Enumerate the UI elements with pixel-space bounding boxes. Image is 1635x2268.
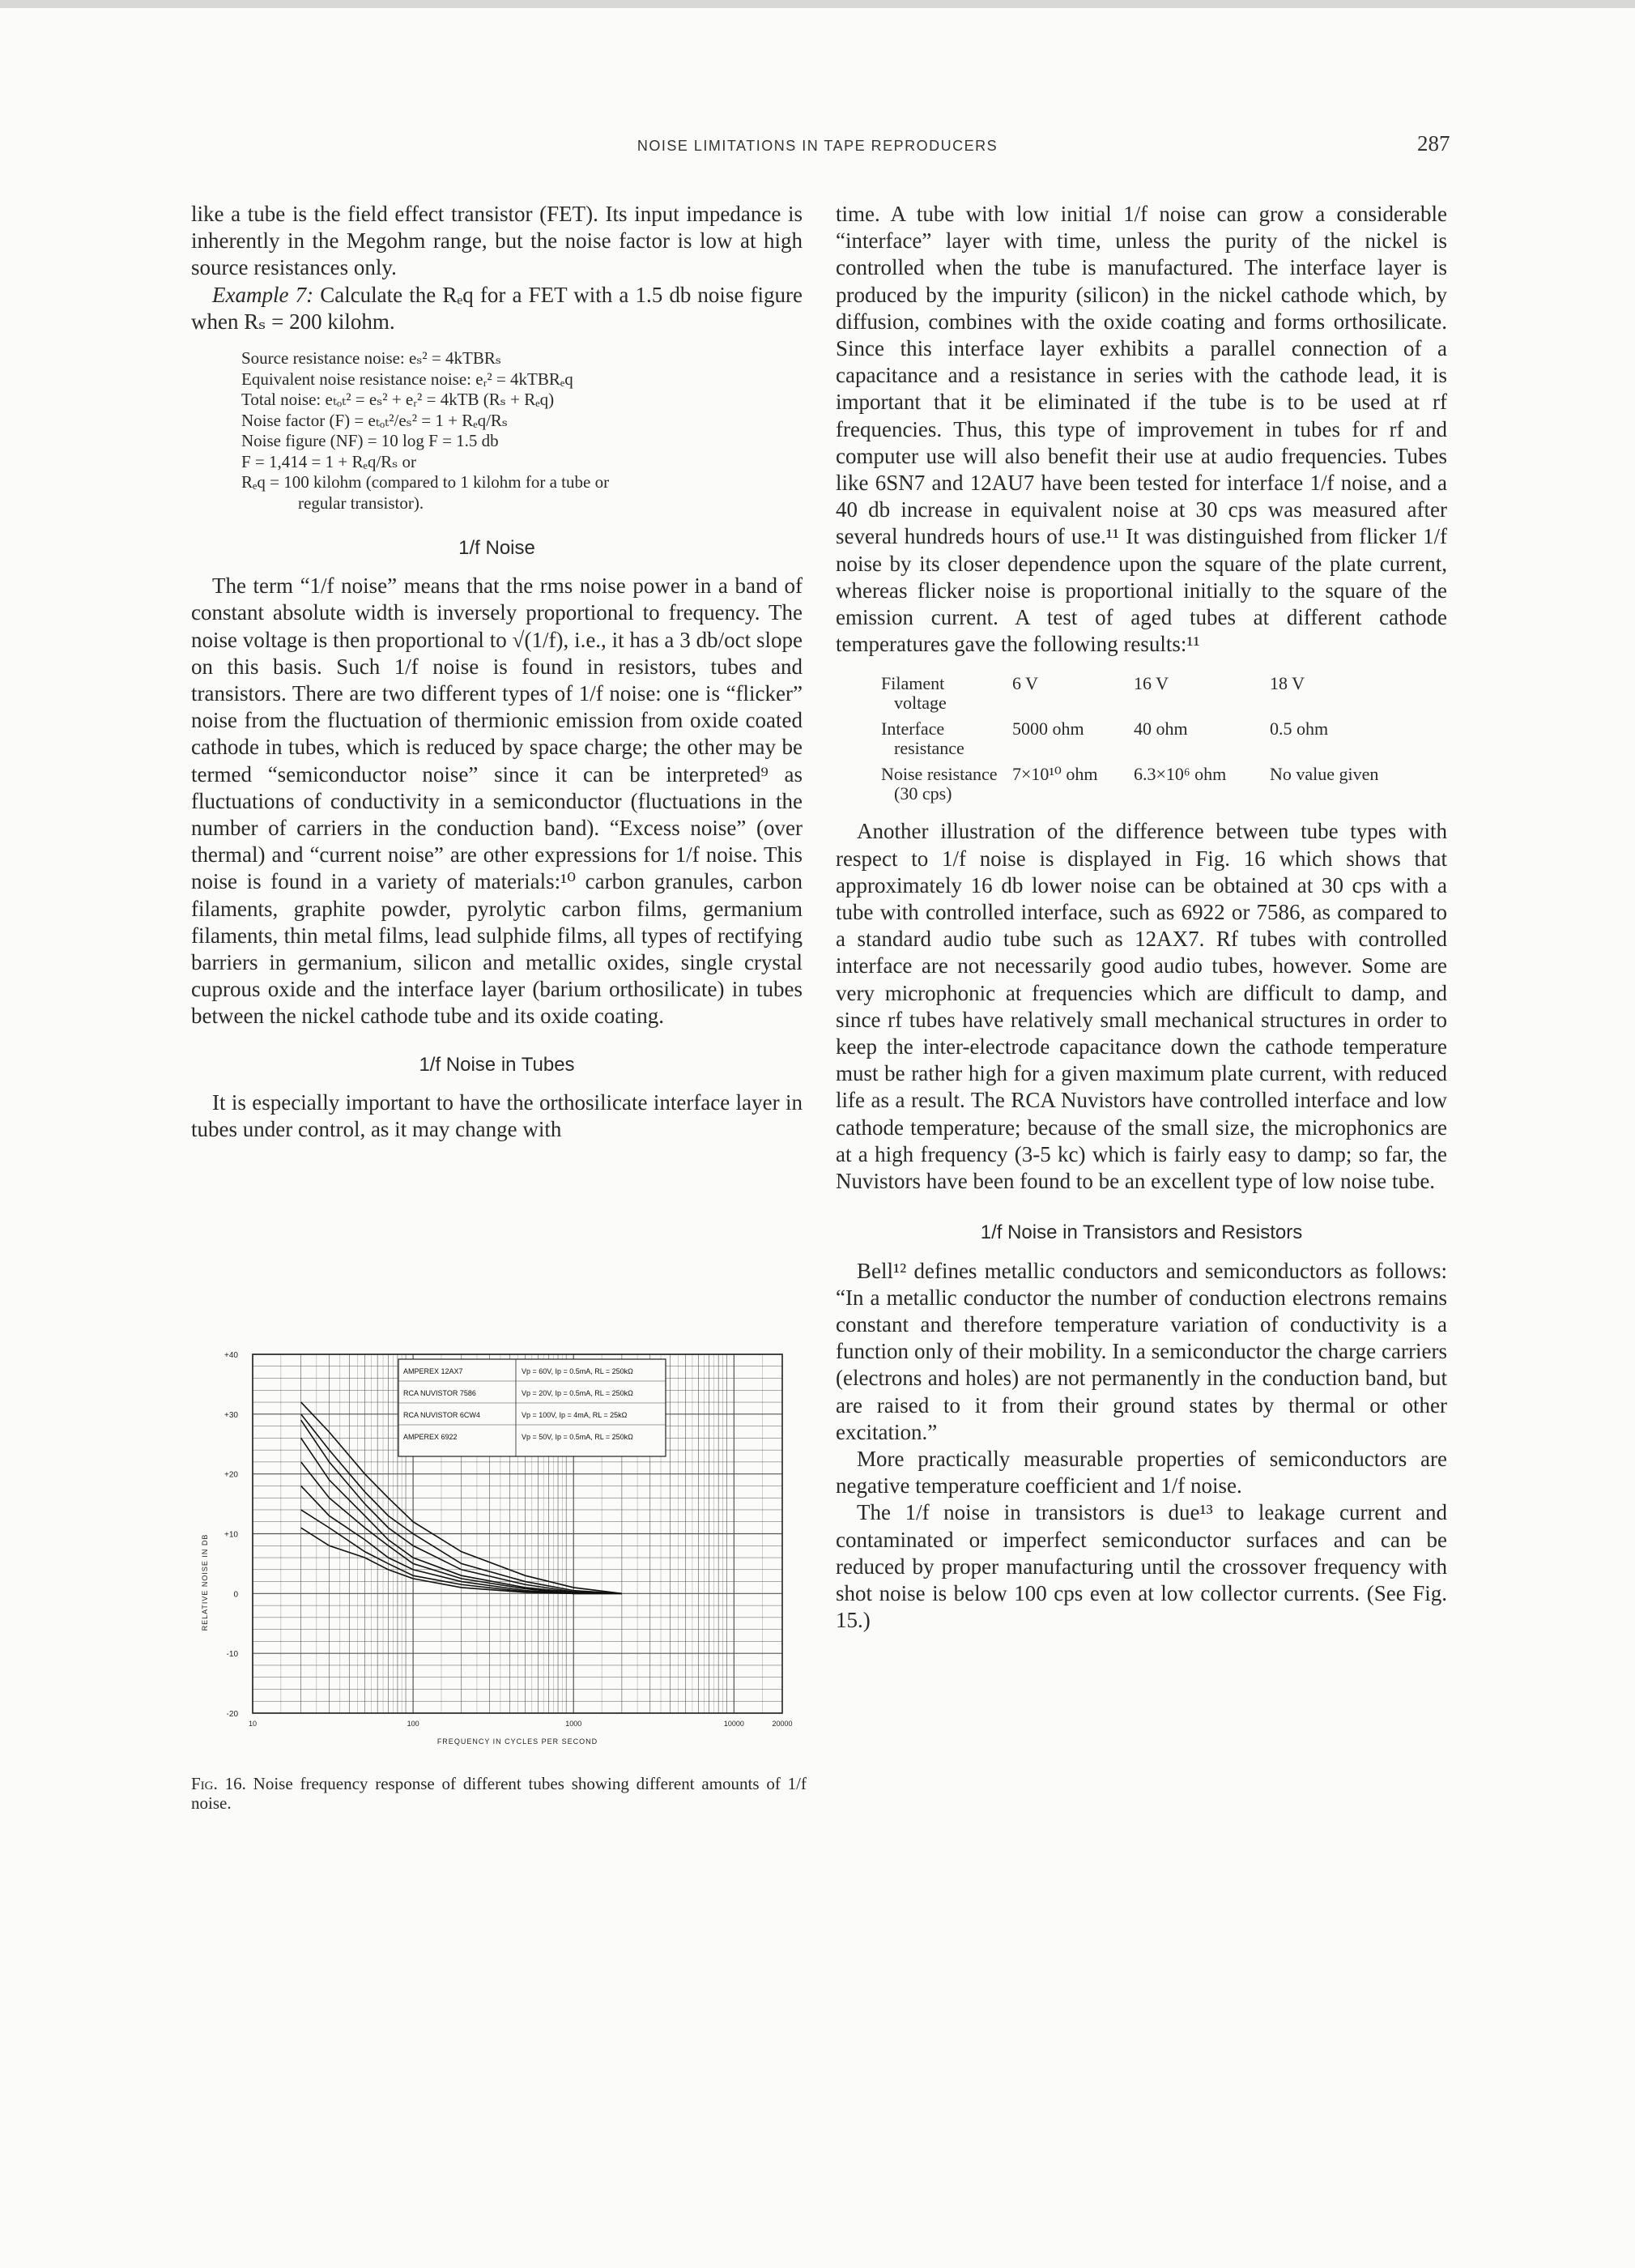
page-header <box>0 131 1635 170</box>
table-cell: 40 ohm <box>1134 718 1188 740</box>
x-tick-label: 10 <box>248 1720 258 1728</box>
legend-tube-label: RCA NUVISTOR 7586 <box>403 1389 476 1397</box>
example-7 <box>191 282 803 335</box>
table-cell: 0.5 ohm <box>1270 718 1329 740</box>
legend-tube-label: AMPEREX 12AX7 <box>403 1367 463 1375</box>
x-tick-label: 100 <box>407 1720 419 1728</box>
y-tick-label: +40 <box>224 1351 238 1360</box>
page-top-shade <box>0 0 1635 8</box>
table-cell: No value given <box>1270 764 1379 785</box>
paragraph-interface-layer: time. A tube with low initial 1/f noise can grow a considerable “interface” layer with time, unless the purity of the nickel is controlled when the tube is manufactured. The interface layer is produced by the impurity (silicon) in the nickel cathode which, by diffusion, combines with the oxide coating and forms orthosilicate. Since this interface layer exhibits a parallel connection of a capacitance and a resistance in series with the cathode lead, it is important that it be eliminated if the tube is to be used at rf frequencies. Thus, this type of improvement in tubes for rf and computer use will also benefit their use at audio frequencies. Tubes like 6SN7 and 12AU7 have been tested for interface 1/f noise, and a 40 db increase in equivalent noise at 30 cps was measured after several hundreds hours of use.¹¹ It was distinguished from flicker 1/f noise by its closer dependence upon the square of the plate current, whereas flicker noise is proportional initially to the square of the emission current. A test of aged tubes at different cathode temperatures gave the following results:¹¹ <box>836 202 1447 657</box>
formula-line: Equivalent noise resistance noise: eᵣ² = 4kTBRₑq <box>241 369 573 389</box>
y-tick-label: -10 <box>226 1650 238 1660</box>
y-tick-label: -20 <box>226 1710 238 1719</box>
example-text: Calculate the Rₑq for a FET with a 1.5 db noise figure when Rₛ = 200 kilohm. <box>191 282 803 334</box>
right-column <box>836 201 1447 1634</box>
table-cell: 18 V <box>1270 673 1305 694</box>
table-cell: 6.3×10⁶ ohm <box>1134 764 1227 785</box>
x-tick-label: 20000 <box>772 1720 793 1728</box>
legend-tube-label: RCA NUVISTOR 6CW4 <box>403 1411 480 1419</box>
formula-line: Noise factor (F) = eₜₒₜ²/eₛ² = 1 + Rₑq/Rₛ <box>241 410 509 430</box>
y-tick-label: +10 <box>224 1530 238 1540</box>
x-axis-label: FREQUENCY IN CYCLES PER SECOND <box>436 1737 598 1746</box>
figure-caption-label: Fig. 16. <box>191 1774 246 1793</box>
y-tick-label: +20 <box>224 1470 238 1480</box>
table-cell: 6 V <box>1012 673 1038 694</box>
y-tick-label: +30 <box>224 1410 238 1420</box>
legend-conditions-label: Vp = 100V, Ip = 4mA, RL = 25kΩ <box>522 1411 628 1419</box>
running-title: NOISE LIMITATIONS IN TAPE REPRODUCERS <box>637 138 998 154</box>
heading-1f-noise: 1/f Noise <box>458 537 535 560</box>
paragraph-bell: Bell¹² defines metallic conductors and semiconductors as follows: “In a metallic conductor the number of conduction electrons remains constant and therefore temperature variation of conductivity is a function only of their mobility. In a semiconductor the charge carriers (electrons and holes) are not permanently in the conduction band, but are raised to it from their ground states by thermal or other excitation.” <box>836 1258 1447 1444</box>
x-tick-label: 1000 <box>565 1720 582 1728</box>
heading-1f-noise-tubes: 1/f Noise in Tubes <box>419 1053 575 1076</box>
legend-conditions-label: Vp = 20V, Ip = 0.5mA, RL = 250kΩ <box>522 1389 633 1397</box>
y-axis-label: RELATIVE NOISE IN DB <box>201 1533 209 1631</box>
table-cell: 5000 ohm <box>1012 718 1084 740</box>
paragraph-1f-noise: The term “1/f noise” means that the rms noise power in a band of constant absolute width is inversely proportional to frequency. The noise voltage is then proportional to √(1/f), i.e., it has a 3 db/oct slope on this basis. Such 1/f noise is found in resistors, tubes and transistors. There are two different types of 1/f noise: one is “flicker” noise from the fluctuation of thermionic emission from oxide coated cathode in tubes, which is reduced by space charge; the other may be termed “semiconductor noise” since it can be interpreted⁹ as fluctuations of conductivity in a semiconductor (fluctuations in the number of carriers in the conduction band). “Excess noise” (over thermal) and “current noise” are other expressions for 1/f noise. This noise is found in a variety of materials:¹⁰ carbon granules, carbon filaments, graphite powder, pyrolytic carbon films, germanium filaments, thin metal films, lead sulphide films, all types of rectifying barriers in germanium, silicon and metallic oxides, single crystal cuprous oxide and the interface layer (barium orthosilicate) in tubes between the nickel cathode tube and its oxide coating. <box>191 573 803 1029</box>
example-label: Example 7: <box>212 282 314 307</box>
formula-block <box>241 348 803 514</box>
figure-caption <box>191 1774 807 1813</box>
paragraph-fet: like a tube is the field effect transistor (FET). Its input impedance is inherently in the Megohm range, but the noise factor is low at high source resistances only. <box>191 202 803 280</box>
table-row-label: Noise resistance (30 cps) <box>881 764 998 804</box>
figure-16 <box>191 1345 807 1813</box>
formula-line: F = 1,414 = 1 + Rₑq/Rₛ or <box>241 451 417 471</box>
paragraph-transistor-noise: The 1/f noise in transistors is due¹³ to leakage current and contaminated or imperfect semiconductor surfaces and can be reduced by proper manufacturing until the crossover frequency with shot noise is below 100 cps even at low collector currents. (See Fig. 15.) <box>836 1500 1447 1633</box>
table-cell: 16 V <box>1134 673 1169 694</box>
legend-conditions-label: Vp = 50V, Ip = 0.5mA, RL = 250kΩ <box>522 1433 633 1441</box>
noise-frequency-chart <box>191 1345 807 1766</box>
table-row <box>881 719 1447 758</box>
figure-caption-text: Noise frequency response of different tubes showing different amounts of 1/f noise. <box>191 1774 807 1813</box>
heading-transistors-resistors: 1/f Noise in Transistors and Resistors <box>980 1221 1303 1244</box>
formula-line: Rₑq = 100 kilohm (compared to 1 kilohm for a tube or <box>241 472 610 492</box>
paragraph-semiconductors: More practically measurable properties of semiconductors are negative temperature coefficient and 1/f noise. <box>836 1446 1447 1498</box>
paragraph-tubes: It is especially important to have the orthosilicate interface layer in tubes under control, as it may change with <box>191 1089 803 1142</box>
table-row <box>881 674 1447 713</box>
table-row-label: Interface resistance <box>881 718 964 759</box>
y-tick-label: 0 <box>233 1590 238 1600</box>
formula-line: Source resistance noise: eₛ² = 4kTBRₛ <box>241 348 501 369</box>
formula-line: Noise figure (NF) = 10 log F = 1.5 db <box>241 431 499 451</box>
formula-line: regular transistor). <box>298 492 424 513</box>
table-cell: 7×10¹⁰ ohm <box>1012 764 1098 785</box>
table-row-label: Filament voltage <box>881 673 947 714</box>
legend-conditions-label: Vp = 60V, Ip = 0.5mA, RL = 250kΩ <box>522 1367 633 1375</box>
x-tick-label: 10000 <box>723 1720 744 1728</box>
paragraph-tube-types: Another illustration of the difference between tube types with respect to 1/f noise is displayed in Fig. 16 which shows that approximately 16 db lower noise can be obtained at 30 cps with a tube with controlled interface, such as 6922 or 7586, as compared to a standard audio tube such as 12AX7. Rf tubes with controlled interface are not necessarily good audio tubes, however. Some are very microphonic at frequencies which are difficult to damp, and since rf tubes have relatively small mechanical structures in order to keep the inter-electrode capacitance down the cathode temperature must be rather high for a given maximum plate current, with reduced life as a result. The RCA Nuvistors have controlled interface and low cathode temperature; because of the small size, the microphonics are at a high frequency (3-5 kc) which is fairly easy to damp; so far, the Nuvistors have been found to be an excellent type of low noise tube. <box>836 819 1447 1194</box>
left-column <box>191 201 803 1143</box>
page-number: 287 <box>1417 131 1450 156</box>
legend-tube-label: AMPEREX 6922 <box>403 1433 458 1441</box>
aged-tubes-table <box>881 674 1447 804</box>
formula-line: Total noise: eₜₒₜ² = eₛ² + eᵣ² = 4kTB (Rₛ + Rₑq) <box>241 390 555 410</box>
table-row <box>881 765 1447 804</box>
